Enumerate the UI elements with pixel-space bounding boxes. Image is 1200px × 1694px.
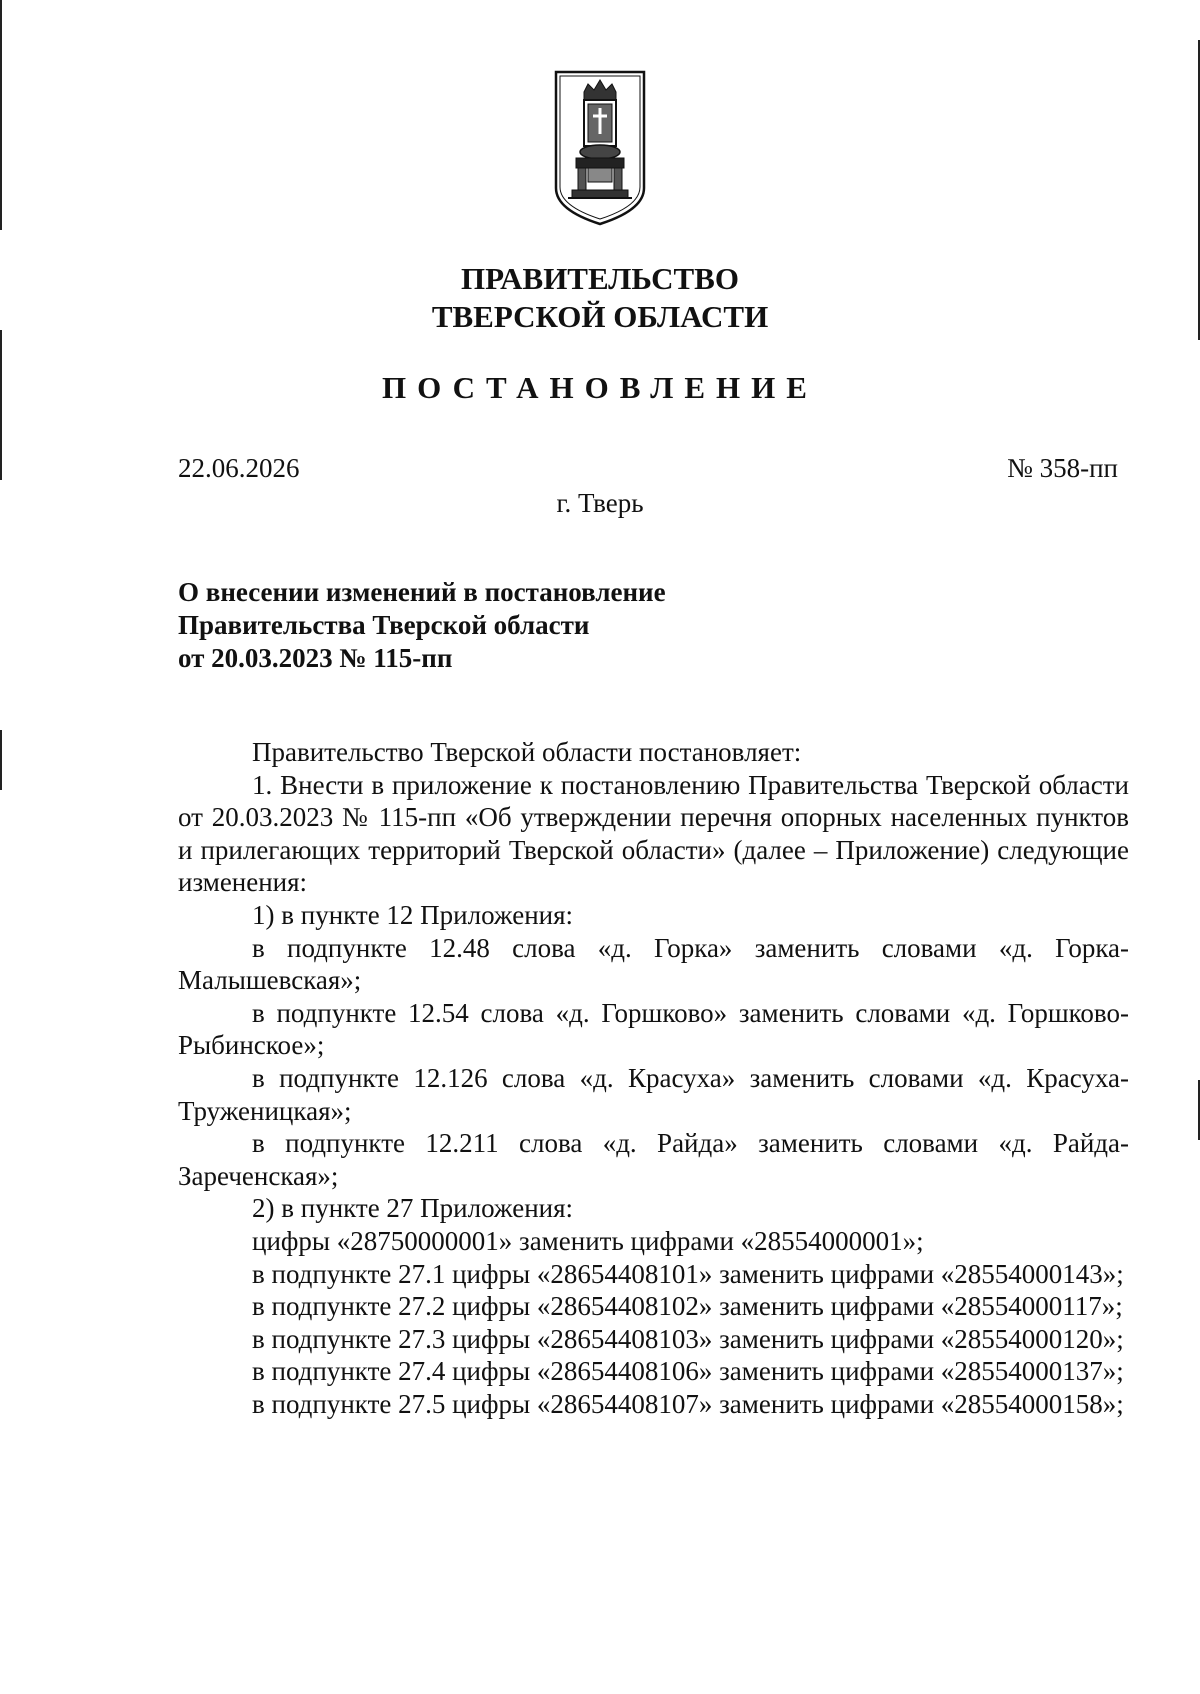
subject-line: О внесении изменений в постановление [178, 577, 666, 607]
subject-line: от 20.03.2023 № 115-пп [178, 643, 453, 673]
body-paragraph: 2) в пункте 27 Приложения: [252, 1193, 574, 1224]
document-number: № 358-пп [1007, 453, 1118, 483]
document-subject [178, 576, 666, 675]
document-date: 22.06.2026 [178, 453, 300, 483]
body-paragraph: в подпункте 12.48 слова «д. Горка» заменить словами «д. Горка-Малышевская»; [178, 932, 1129, 996]
body-paragraph: в подпункте 12.211 слова «д. Райда» заменить словами «д. Райда-Зареченская»; [178, 1128, 1129, 1191]
subject-line: Правительства Тверской области [178, 610, 590, 640]
coat-of-arms-icon [554, 70, 646, 226]
body-paragraph: 1) в пункте 12 Приложения: [252, 899, 574, 930]
body-paragraph: в подпункте 27.3 цифры «28654408103» заменить цифрами «28554000120»; [252, 1323, 1124, 1354]
document-city: г. Тверь [556, 488, 644, 518]
organization-title-line2: ТВЕРСКОЙ ОБЛАСТИ [431, 299, 769, 334]
body-paragraph: Правительство Тверской области постановляет: [252, 737, 802, 767]
scan-edge-mark [0, 730, 2, 790]
body-paragraph: цифры «28750000001» заменить цифрами «28554000001»; [252, 1225, 924, 1256]
body-paragraph: 1. Внести в приложение к постановлению Правительства Тверской области от 20.03.2023 № 115-пп «Об утверждении перечня опорных населенных пунктов и прилегающих территорий Тверской области» (далее – Приложение) следующие изменения: [178, 769, 1129, 898]
body-paragraph: в подпункте 27.4 цифры «28654408106» заменить цифрами «28554000137»; [252, 1356, 1124, 1387]
body-paragraph: в подпункте 12.126 слова «д. Красуха» заменить словами «д. Красуха-Труженицкая»; [178, 1062, 1129, 1126]
document-type: ПОСТАНОВЛЕНИЕ [382, 370, 818, 405]
body-paragraph: в подпункте 12.54 слова «д. Горшково» заменить словами «д. Горшково-Рыбинское»; [178, 997, 1129, 1061]
body-paragraph: в подпункте 27.1 цифры «28654408101» заменить цифрами «28554000143»; [252, 1258, 1124, 1289]
body-paragraph: в подпункте 27.5 цифры «28654408107» заменить цифрами «28554000158»; [252, 1388, 1124, 1419]
scan-edge-mark [0, 330, 2, 480]
organization-title-line1: ПРАВИТЕЛЬСТВО [461, 261, 739, 296]
document-body [178, 736, 1129, 1420]
body-paragraph: в подпункте 27.2 цифры «28654408102» заменить цифрами «28554000117»; [252, 1291, 1123, 1322]
scan-edge-mark [0, 0, 2, 230]
